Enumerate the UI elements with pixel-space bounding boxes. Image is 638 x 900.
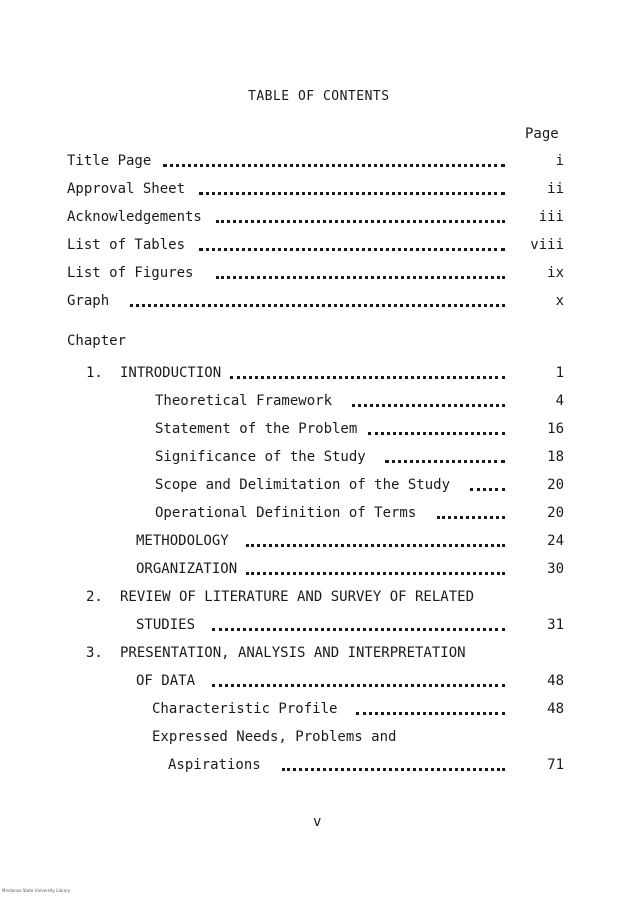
toc-entry-page: x <box>555 293 564 309</box>
chapter-title-continued: STUDIES <box>136 617 196 633</box>
chapter-number: 2. <box>86 589 103 605</box>
leader-dots <box>163 163 505 167</box>
section-page: 20 <box>547 505 564 521</box>
leader-dots <box>246 543 505 547</box>
leader-dots <box>199 247 505 251</box>
toc-entry-label: Title Page <box>67 153 152 169</box>
section-label: Significance of the Study <box>155 449 366 465</box>
toc-entry-page: i <box>555 153 564 169</box>
leader-dots <box>216 219 505 223</box>
leader-dots <box>212 683 505 687</box>
section-label: Operational Definition of Terms <box>155 505 417 521</box>
chapter-heading: Chapter <box>67 333 127 349</box>
section-page: 16 <box>547 421 564 437</box>
leader-dots <box>470 487 505 491</box>
leader-dots <box>356 711 505 715</box>
section-page: 30 <box>547 561 564 577</box>
page-number: v <box>313 814 322 830</box>
section-label: Characteristic Profile <box>152 701 338 717</box>
chapter-page: 1 <box>555 365 564 381</box>
toc-entry-page: iii <box>538 209 564 225</box>
chapter-title-continued: OF DATA <box>136 673 196 689</box>
toc-entry-label: List of Figures <box>67 265 194 281</box>
toc-entry-label: Acknowledgements <box>67 209 202 225</box>
section-page: 18 <box>547 449 564 465</box>
toc-entry-label: Graph <box>67 293 110 309</box>
toc-entry-label: List of Tables <box>67 237 186 253</box>
chapter-page: 31 <box>547 617 564 633</box>
leader-dots <box>246 571 505 575</box>
leader-dots <box>437 515 505 519</box>
section-label: Scope and Delimitation of the Study <box>155 477 451 493</box>
section-page: 24 <box>547 533 564 549</box>
leader-dots <box>282 767 505 771</box>
section-page: 48 <box>547 701 564 717</box>
toc-entry-page: ii <box>547 181 564 197</box>
section-label: Expressed Needs, Problems and <box>152 729 397 745</box>
leader-dots <box>352 403 505 407</box>
section-label: ORGANIZATION <box>136 561 238 577</box>
section-label: Statement of the Problem <box>155 421 358 437</box>
leader-dots <box>230 375 505 379</box>
toc-entry-page: ix <box>547 265 564 281</box>
section-page: 20 <box>547 477 564 493</box>
toc-entry-label: Approval Sheet <box>67 181 186 197</box>
archive-note: Mindanao State University Library <box>2 888 71 893</box>
section-page: 71 <box>547 757 564 773</box>
chapter-title: REVIEW OF LITERATURE AND SURVEY OF RELATED <box>120 589 475 605</box>
leader-dots <box>216 275 505 279</box>
chapter-page: 48 <box>547 673 564 689</box>
section-label-continued: Aspirations <box>168 757 261 773</box>
toc-entry-page: viii <box>530 237 564 253</box>
chapter-title: INTRODUCTION <box>120 365 222 381</box>
chapter-title: PRESENTATION, ANALYSIS AND INTERPRETATION <box>120 645 466 661</box>
page-column-heading: Page <box>525 126 559 142</box>
leader-dots <box>199 191 505 195</box>
chapter-number: 3. <box>86 645 103 661</box>
section-label: METHODOLOGY <box>136 533 229 549</box>
chapter-number: 1. <box>86 365 103 381</box>
section-page: 4 <box>555 393 564 409</box>
page-title: TABLE OF CONTENTS <box>248 89 390 104</box>
leader-dots <box>130 303 505 307</box>
section-label: Theoretical Framework <box>155 393 333 409</box>
leader-dots <box>368 431 505 435</box>
leader-dots <box>385 459 505 463</box>
leader-dots <box>212 627 505 631</box>
